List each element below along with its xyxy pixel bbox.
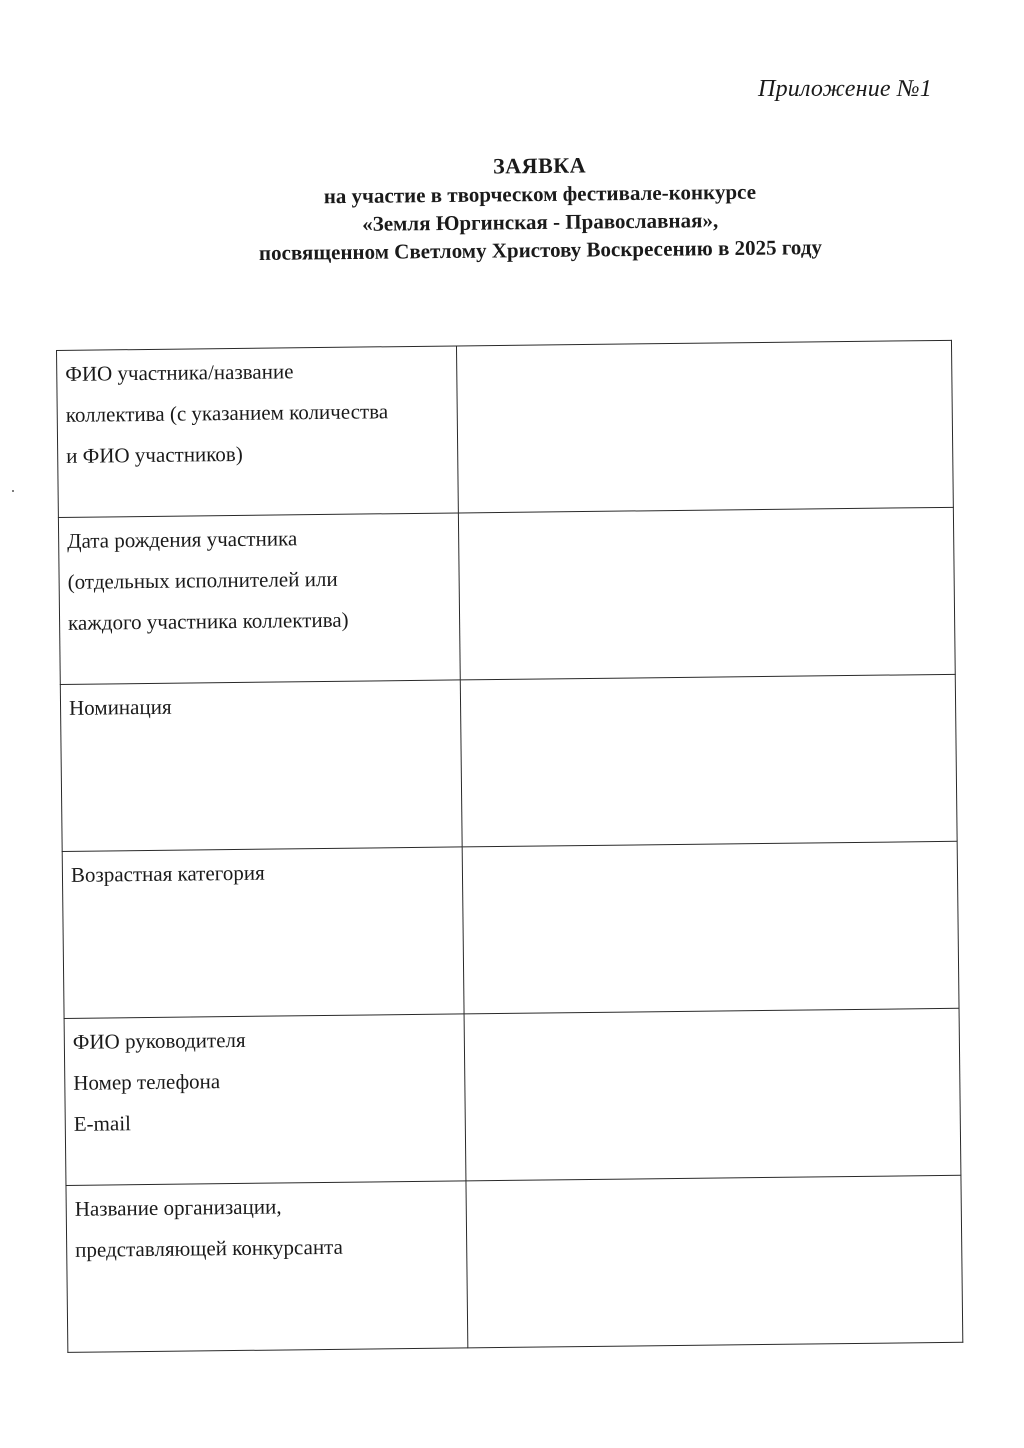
form-row-supervisor [64,1008,961,1185]
heading-line-3: посвященном Светлому Христову Воскресению в 2025 году [258,235,823,265]
nomination-value-field[interactable] [461,674,957,847]
heading-line-2: «Земля Юргинская - Православная», [362,208,719,236]
organization-value-field[interactable] [466,1175,962,1348]
birth-date-label-line-1: Дата рождения участника [67,526,298,553]
heading-line-1: на участие в творческом фестивале-конкурсе [323,179,757,209]
appendix-label: Приложение №1 [758,76,932,102]
supervisor-email-label: E-mail [73,1111,132,1136]
supervisor-name-label: ФИО руководителя [72,1027,246,1054]
nomination-label-cell [60,680,462,852]
nomination-label: Номинация [68,694,172,720]
organization-label-line-2: представляющей конкурсанта [75,1234,344,1262]
form-row-nomination [60,674,957,851]
scan-speck [12,490,14,492]
age-category-label-cell [62,847,464,1019]
form-row-age-category [62,841,959,1018]
application-form-table [56,340,963,1353]
participant-label-line-2: коллектива (с указанием количества [65,399,389,427]
organization-label-cell [66,1181,468,1353]
participant-label-line-3: и ФИО участников) [66,441,243,468]
organization-label-line-1: Название организации, [74,1194,282,1221]
age-category-label: Возрастная категория [70,860,265,887]
form-row-participant [57,340,954,517]
birth-date-value-field[interactable] [459,507,955,680]
supervisor-label-cell [64,1014,466,1186]
birth-date-label-line-2: (отдельных исполнителей или [67,566,338,594]
participant-label-line-1: ФИО участника/название [65,359,294,386]
supervisor-value-field[interactable] [464,1008,960,1181]
form-row-birth-date [58,507,955,684]
birth-date-label-cell [58,513,460,685]
supervisor-phone-label: Номер телефона [73,1069,221,1095]
participant-value-field[interactable] [457,340,953,513]
age-category-value-field[interactable] [463,841,959,1014]
participant-label-cell [57,346,459,518]
document-title: ЗАЯВКА [492,152,587,179]
form-row-organization [66,1175,963,1352]
birth-date-label-line-3: каждого участника коллектива) [67,607,349,635]
document-heading [119,148,960,269]
